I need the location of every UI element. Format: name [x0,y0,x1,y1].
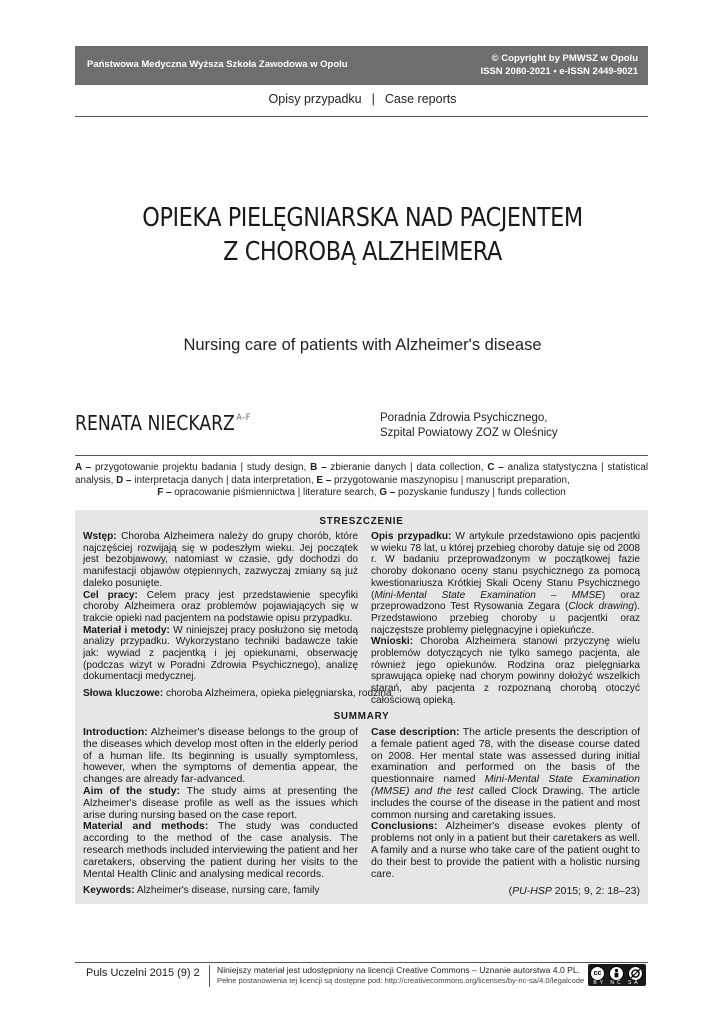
opis-italic-1: Mini-Mental State Examination – MMSE [374,589,602,601]
cel-label: Cel pracy: [83,589,138,601]
title-line-2: Z CHOROBĄ ALZHEIMERA [223,237,502,267]
footer-license [217,965,589,986]
conclusions-label: Conclusions: [371,820,438,833]
journal-header-bar [75,46,648,85]
cel-text: Celem pracy jest przedstawienie specyfiki choroby Alzheimera oraz problemów pojawiających się w trakcie opieki nad pacjentem na podstawie opisu przypadku. [83,589,358,624]
cel-paragraph [83,590,358,625]
abstract-box [75,510,648,904]
license-line-2: Pełne postanowienia tej licencji są dostępne pod: http://creativecommons.org/licenses/by-nc-sa/4.0/legalcode [217,975,585,985]
aim-paragraph [83,786,358,821]
title-line-1: OPIEKA PIELĘGNIARSKA NAD PACJENTEM [142,203,583,233]
contrib-c-key: C – [487,462,504,473]
summary-right-column [371,727,640,880]
slowa-kluczowe-label: Słowa kluczowe: [83,688,164,699]
author-affiliation [380,411,558,441]
footer-journal-issue: 2015 (9) 2 [146,967,200,979]
cc-labels: BY NC SA [593,980,641,986]
by-icon [609,966,624,981]
cc-license-badge [588,964,646,986]
cc-icon: cc [590,966,605,981]
section-separator: | [371,92,375,106]
author-divider [75,455,648,456]
license-line-1: Niniejszy materiał jest udostępniony na licencji Creative Commons – Uznanie autorstwa 4.0 PL. [217,965,581,975]
aim-label: Aim of the study: [83,784,181,797]
contrib-c-text: analiza statystyczna | statistical analysis, [75,462,649,486]
streszczenie-left-column [83,531,358,683]
slowa-kluczowe-text: choroba Alzheimera, opieka pielęgniarska, rodzina [163,688,392,699]
material-text: W niniejszej pracy posłużono się metodą analizy przypadku. Wykorzystano techniki badawcze takie jak: wywiad z pacjentką i jej opiekunami, obserwację (podczas wizyt w Poradni Zdrowia Psychicznego), analizę dokumentacji medycznej. [83,624,358,683]
section-label-pl: Opisy przypadku [268,92,362,106]
article-section-label [0,92,725,106]
contrib-e-text: przygotowanie maszynopisu | manuscript preparation, [331,474,570,486]
footer-divider [75,962,648,963]
contrib-f-key: F – [157,487,172,498]
methods-paragraph [83,821,358,880]
keywords-text: Alzheimer's disease, nursing care, family [134,885,320,896]
contrib-e-key: E – [316,474,332,486]
contrib-g-key: G – [379,487,396,498]
article-subtitle: Nursing care of patients with Alzheimer's disease [183,336,542,354]
case-text-2: called Clock Drawing. The article includes the course of the disease in the patient and most common nursing and caretaking issues. [371,784,640,821]
contrib-last-line [75,487,648,500]
intro-paragraph [83,727,358,786]
citation-rest: 2015; 9, 2: 18–23) [551,885,640,897]
opis-text-3: ). Przedstawiono przebieg choroby u pacjentki oraz najczęstsze problemy pielęgnacyjne i opiekuńcze. [371,601,640,636]
methods-label: Material and methods: [83,820,209,833]
wnioski-paragraph [371,636,640,706]
case-paragraph [371,727,640,821]
article-title [51,201,675,269]
conclusions-text: Alzheimer's disease evokes plenty of problems not only in a patient but their caretakers as well. A family and a nurse who take care of the patient ought to do their best to provide the patient with a holistic nursing care. [371,820,640,880]
case-italic: Mini-Mental State Examination (MMSE) and the test [371,773,640,797]
author-name-text: RENATA NIECKARZ [75,411,235,435]
author-contribution-sup: A–F [236,413,251,423]
footer-journal-name: Puls Uczelni [86,967,147,979]
opis-paragraph [371,531,640,636]
intro-label: Introduction: [83,726,148,738]
copyright-text: © Copyright by PMWSZ w Opolu [491,53,638,64]
opis-text-1: W artykule przedstawiono opis pacjentki w wieku 78 lat, u której przebieg choroby datuje się od 2008 r. W badaniu przeprowadzonym w początkowej fazie choroby dokonano oceny stanu psychicznego za pomocą kwestionariusza Krótkiej Skali Oceny Stanu Psychicznego ( [371,531,640,601]
footer-vertical-divider [209,965,210,987]
slowa-kluczowe [83,688,392,700]
streszczenie-right-column [371,531,640,707]
summary-keywords [83,885,319,897]
material-label: Materiał i metody: [83,624,170,636]
opis-italic-2: Clock drawing [568,601,634,613]
contrib-b-key: B – [310,462,327,473]
citation-open: ( [508,885,513,897]
citation-journal: PU-HSP [512,885,552,897]
issn-text: ISSN 2080-2021 • e-ISSN 2449-9021 [480,66,638,77]
case-label: Case description: [371,726,460,738]
citation [509,885,640,897]
section-label-en: Case reports [384,92,457,106]
contrib-b-text: zbieranie danych | data collection, [326,462,488,473]
aim-text: The study aims at presenting the Alzheimer's disease profile as well as the issues which arise during nursing based on the case report. [83,784,359,821]
case-text-1: The article presents the description of a female patient aged 78, with the disease course dated on 2008. Her mental state was assessed during initial examination and performed on the basis of the questionnaire named [371,726,640,786]
wstep-text: Choroba Alzheimera należy do grupy chorób, które najczęściej rozwijają się w podeszłym wieku. Jej początek jest bezobjawowy, natomiast w czasie, gdy dochodzi do manifestacji objawów otępiennych, zazwyczaj zmiany są już daleko posunięte. [83,531,358,589]
institution-name: Państwowa Medyczna Wyższa Szkoła Zawodowa w Opolu [87,59,348,70]
affiliation-line-1: Poradnia Zdrowia Psychicznego, [380,412,548,424]
contrib-f-text: opracowanie piśmiennictwa | literature search, [171,487,380,498]
summary-heading: SUMMARY [333,711,390,722]
footer-journal [86,967,200,979]
contribution-legend [75,462,648,500]
contrib-a-text: przygotowanie projektu badania | study design, [91,462,311,473]
nc-sa-icon [628,966,643,981]
intro-text: Alzheimer's disease belongs to the group of the diseases which develop most often in the elderly period of a human life. Its beginning is usually symptomless, however, when the symptoms of dementia appear, the changes are already far-advanced. [83,726,358,786]
material-paragraph [83,625,358,684]
contrib-a-key: A – [75,462,92,473]
copyright-block [480,52,638,78]
wnioski-label: Wnioski: [371,636,414,648]
contrib-d-key: D – [116,474,132,486]
wstep-paragraph [83,531,358,590]
contrib-d-text: interpretacja danych | data interpretation, [131,474,317,486]
streszczenie-heading: STRESZCZENIE [319,516,404,527]
header-divider [75,116,648,117]
affiliation-line-2: Szpital Powiatowy ZOZ w Oleśnicy [380,427,558,439]
keywords-label: Keywords: [83,885,135,896]
opis-label: Opis przypadku: [371,531,452,542]
methods-text: The study was conducted according to the method of the case analysis. The research methods included interviewing the patient and her caretakers, observing the patient during her visits to the Mental Health Clinic and analysing medical records. [83,820,358,880]
summary-left-column [83,727,358,880]
wstep-label: Wstęp: [83,531,117,542]
contrib-g-text: pozyskanie funduszy | funds collection [395,487,566,498]
author-name [75,411,250,435]
opis-text-2: ) oraz przeprowadzono Test Rysowania Zegara ( [371,589,640,613]
wnioski-text: Choroba Alzheimera stanowi przyczynę wielu problemów dotyczących nie tylko samego pacjenta, ale również jego opiekunów. Rodzina oraz pielęgniarka sprawująca opiekę nad chorym powinny dołożyć wszelkich starań, aby pacjenta z rozpoznaną chorobą otoczyć całościową opieką. [371,636,640,706]
conclusions-paragraph [371,821,640,880]
